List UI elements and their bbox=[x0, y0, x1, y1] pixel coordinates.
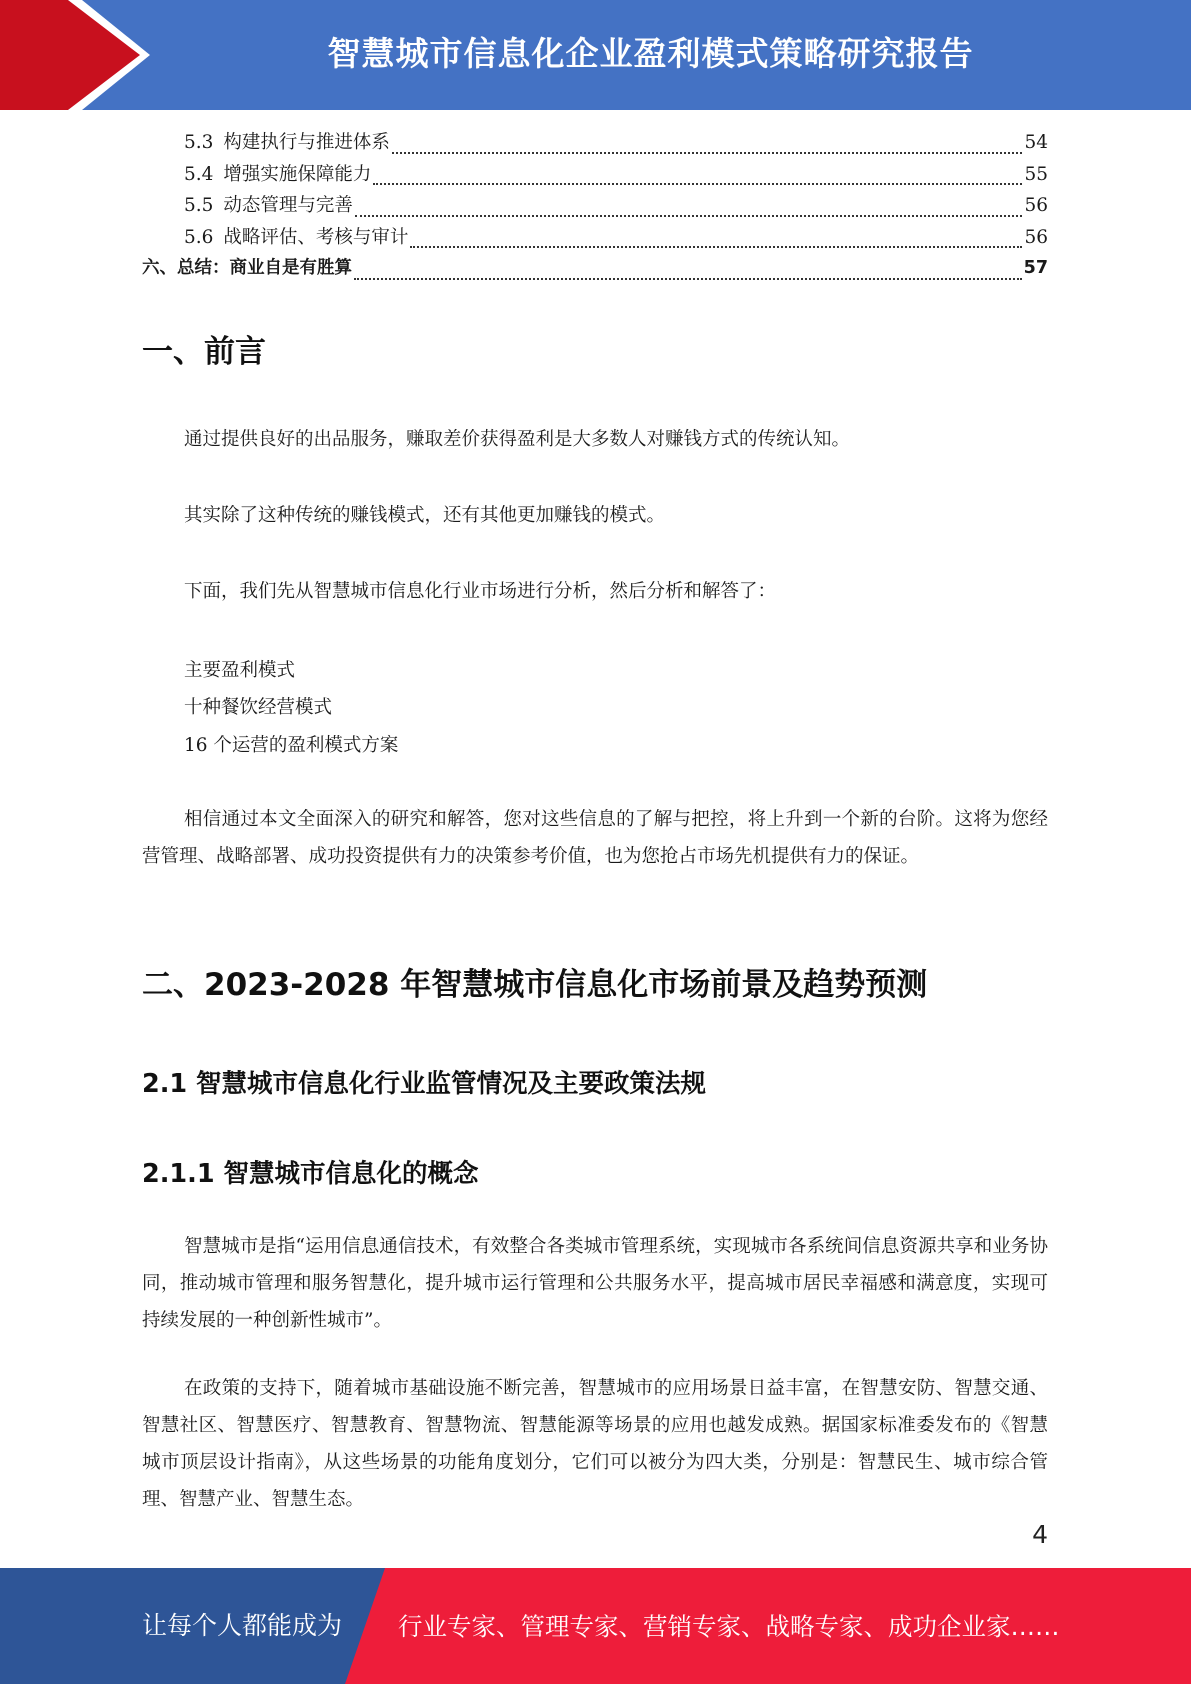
header-chevron-icon bbox=[0, 0, 160, 110]
toc-leader bbox=[373, 182, 1022, 185]
toc-item[interactable] bbox=[142, 128, 1048, 160]
toc-item-label: 构建执行与推进体系 bbox=[223, 132, 390, 153]
toc-leader bbox=[354, 277, 1022, 280]
toc-item-number: 5.5 bbox=[184, 195, 214, 216]
toc-item-page: 56 bbox=[1024, 195, 1048, 216]
table-of-contents bbox=[142, 128, 1048, 286]
toc-item[interactable] bbox=[142, 223, 1048, 255]
paragraph: 在政策的支持下，随着城市基础设施不断完善，智慧城市的应用场景日益丰富，在智慧安防、智慧交通、智慧社区、智慧医疗、智慧教育、智慧物流、智慧能源等场景的应用也越发成熟。据国家标准委发布的《智慧城市顶层设计指南》，从这些场景的功能角度划分，它们可以被分为四大类，分别是：智慧民生、城市综合管理、智慧产业、智慧生态。 bbox=[142, 1378, 1048, 1510]
paragraph: 相信通过本文全面深入的研究和解答，您对这些信息的了解与把控，将上升到一个新的台阶。这将为您经营管理、战略部署、成功投资提供有力的决策参考价值，也为您抢占市场先机提供有力的保证。 bbox=[142, 809, 1048, 867]
paragraph: 其实除了这种传统的赚钱模式，还有其他更加赚钱的模式。 bbox=[184, 505, 666, 526]
section-heading-market-outlook: 二、2023-2028 年智慧城市信息化市场前景及趋势预测 bbox=[142, 967, 928, 1003]
footer-slogan-left: 让每个人都能成为 bbox=[142, 1611, 343, 1640]
section-heading-preface: 一、前言 bbox=[142, 334, 266, 370]
toc-item-label: 战略评估、考核与审计 bbox=[223, 226, 409, 248]
header-banner bbox=[0, 0, 1191, 110]
toc-leader bbox=[410, 245, 1022, 248]
toc-item-page: 55 bbox=[1024, 163, 1048, 185]
toc-item[interactable] bbox=[142, 254, 1048, 286]
toc-leader bbox=[392, 151, 1023, 154]
toc-item[interactable] bbox=[142, 160, 1048, 192]
toc-item-label: 增强实施保障能力 bbox=[223, 163, 372, 185]
subsection-heading: 2.1 智慧城市信息化行业监管情况及主要政策法规 bbox=[142, 1069, 707, 1099]
toc-item-page: 54 bbox=[1024, 132, 1048, 153]
header-title: 智慧城市信息化企业盈利模式策略研究报告 bbox=[327, 34, 974, 73]
footer-slogan-right: 行业专家、管理专家、营销专家、战略专家、成功企业家…… bbox=[398, 1612, 1060, 1641]
list-item: 主要盈利模式 bbox=[184, 660, 296, 681]
list-item: 16 个运营的盈利模式方案 bbox=[184, 735, 399, 756]
paragraph: 下面，我们先从智慧城市信息化行业市场进行分析，然后分析和解答了： bbox=[184, 581, 777, 602]
subsubsection-heading: 2.1.1 智慧城市信息化的概念 bbox=[142, 1159, 479, 1189]
toc-item-number: 5.6 bbox=[184, 226, 214, 248]
toc-item-number: 5.4 bbox=[184, 163, 214, 185]
toc-item-label: 六、总结：商业自是有胜算 bbox=[142, 258, 352, 278]
page-number: 4 bbox=[1032, 1520, 1048, 1549]
paragraph: 智慧城市是指“运用信息通信技术，有效整合各类城市管理系统，实现城市各系统间信息资源共享和业务协同，推动城市管理和服务智慧化，提升城市运行管理和公共服务水平，提高城市居民幸福感和满意度，实现可持续发展的一种创新性城市”。 bbox=[142, 1236, 1048, 1331]
toc-item-page: 56 bbox=[1024, 226, 1048, 248]
toc-leader bbox=[355, 214, 1023, 217]
toc-item-label: 动态管理与完善 bbox=[223, 195, 353, 216]
toc-item-page: 57 bbox=[1023, 258, 1048, 278]
footer-banner bbox=[0, 1568, 1191, 1684]
paragraph: 通过提供良好的出品服务，赚取差价获得盈利是大多数人对赚钱方式的传统认知。 bbox=[184, 429, 851, 450]
toc-item-number: 5.3 bbox=[184, 132, 214, 153]
list-item: 十种餐饮经营模式 bbox=[184, 697, 333, 718]
toc-item[interactable] bbox=[142, 191, 1048, 223]
